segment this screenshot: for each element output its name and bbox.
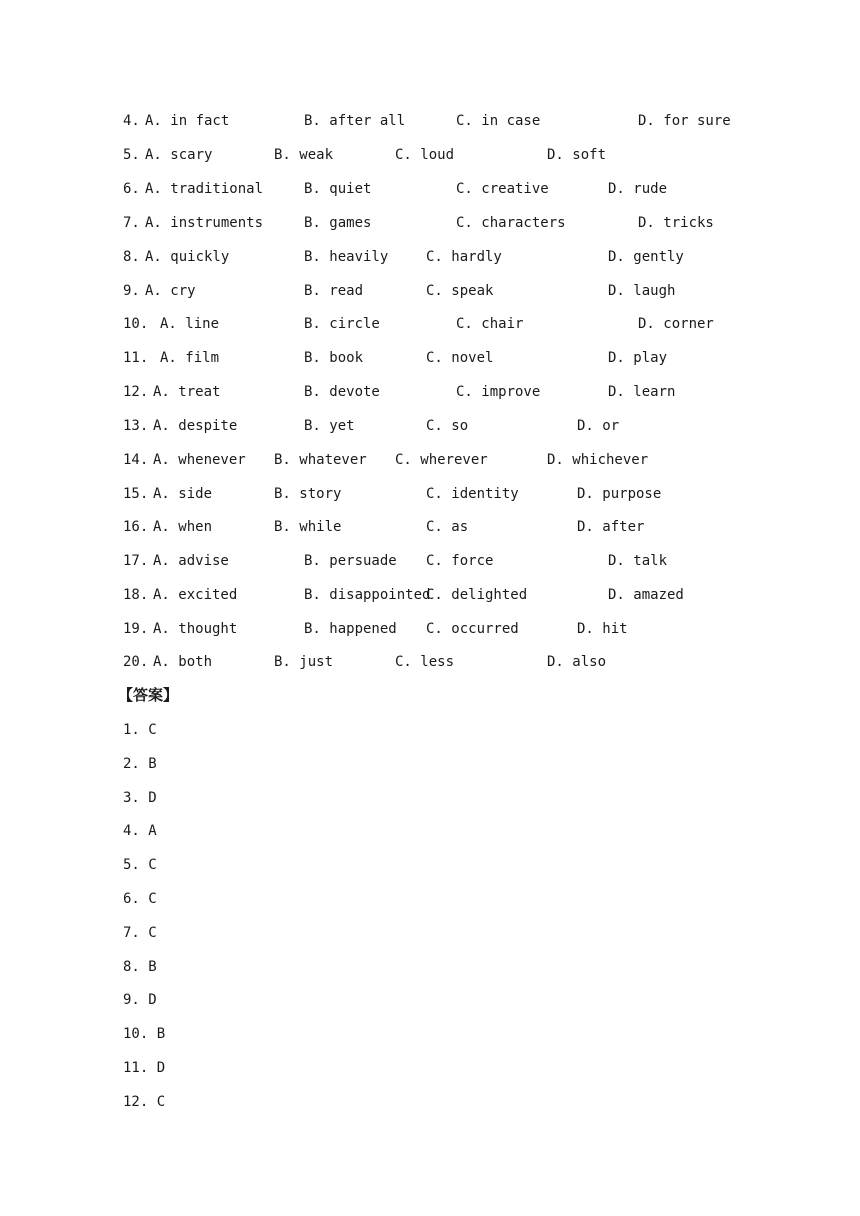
option-b: B. after all bbox=[304, 113, 406, 129]
option-a: A. side bbox=[153, 486, 213, 502]
option-a: A. when bbox=[153, 519, 213, 535]
option-d: D. talk bbox=[608, 553, 668, 569]
option-b: B. disappointed bbox=[304, 587, 431, 603]
option-b: B. whatever bbox=[274, 452, 367, 468]
question-number: 9. bbox=[123, 283, 140, 299]
option-a: A. excited bbox=[153, 587, 238, 603]
answer-item: 4. A bbox=[123, 823, 157, 839]
question-row bbox=[0, 517, 860, 537]
option-d: D. corner bbox=[638, 316, 714, 332]
option-a: A. both bbox=[153, 654, 213, 670]
option-c: C. as bbox=[426, 519, 469, 535]
option-a: A. film bbox=[160, 350, 220, 366]
question-row bbox=[0, 281, 860, 301]
question-number: 17. bbox=[123, 553, 149, 569]
question-number: 14. bbox=[123, 452, 149, 468]
question-number: 13. bbox=[123, 418, 149, 434]
option-a: A. traditional bbox=[145, 181, 264, 197]
question-row bbox=[0, 585, 860, 605]
question-row bbox=[0, 619, 860, 639]
option-d: D. amazed bbox=[608, 587, 684, 603]
question-number: 7. bbox=[123, 215, 140, 231]
question-row bbox=[0, 551, 860, 571]
option-b: B. yet bbox=[304, 418, 355, 434]
question-number: 10. bbox=[123, 316, 149, 332]
option-d: D. for sure bbox=[638, 113, 731, 129]
option-d: D. also bbox=[547, 654, 607, 670]
option-b: B. book bbox=[304, 350, 364, 366]
question-number: 4. bbox=[123, 113, 140, 129]
answer-item: 7. C bbox=[123, 925, 157, 941]
question-number: 20. bbox=[123, 654, 149, 670]
option-b: B. heavily bbox=[304, 249, 389, 265]
option-c: C. hardly bbox=[426, 249, 502, 265]
option-d: D. or bbox=[577, 418, 620, 434]
option-b: B. just bbox=[274, 654, 334, 670]
option-a: A. advise bbox=[153, 553, 229, 569]
question-row bbox=[0, 484, 860, 504]
question-row bbox=[0, 450, 860, 470]
question-row bbox=[0, 652, 860, 672]
question-number: 12. bbox=[123, 384, 149, 400]
option-d: D. laugh bbox=[608, 283, 676, 299]
option-a: A. treat bbox=[153, 384, 221, 400]
option-d: D. soft bbox=[547, 147, 607, 163]
option-b: B. quiet bbox=[304, 181, 372, 197]
answer-item: 10. B bbox=[123, 1026, 166, 1042]
option-a: A. cry bbox=[145, 283, 196, 299]
option-a: A. despite bbox=[153, 418, 238, 434]
option-c: C. novel bbox=[426, 350, 494, 366]
question-row bbox=[0, 314, 860, 334]
option-a: A. whenever bbox=[153, 452, 246, 468]
option-a: A. thought bbox=[153, 621, 238, 637]
option-c: C. speak bbox=[426, 283, 494, 299]
question-row bbox=[0, 416, 860, 436]
option-d: D. play bbox=[608, 350, 668, 366]
question-number: 15. bbox=[123, 486, 149, 502]
option-c: C. force bbox=[426, 553, 494, 569]
option-b: B. circle bbox=[304, 316, 380, 332]
answer-heading: 【答案】 bbox=[118, 686, 179, 704]
question-number: 16. bbox=[123, 519, 149, 535]
option-c: C. loud bbox=[395, 147, 455, 163]
option-d: D. after bbox=[577, 519, 645, 535]
question-row bbox=[0, 179, 860, 199]
option-a: A. quickly bbox=[145, 249, 230, 265]
option-a: A. instruments bbox=[145, 215, 264, 231]
option-b: B. weak bbox=[274, 147, 334, 163]
option-d: D. tricks bbox=[638, 215, 714, 231]
answer-item: 6. C bbox=[123, 891, 157, 907]
answer-item: 11. D bbox=[123, 1060, 166, 1076]
option-c: C. identity bbox=[426, 486, 519, 502]
question-row bbox=[0, 145, 860, 165]
option-b: B. story bbox=[274, 486, 342, 502]
question-number: 8. bbox=[123, 249, 140, 265]
option-a: A. line bbox=[160, 316, 220, 332]
option-c: C. so bbox=[426, 418, 469, 434]
question-row bbox=[0, 348, 860, 368]
option-c: C. characters bbox=[456, 215, 566, 231]
option-c: C. less bbox=[395, 654, 455, 670]
option-d: D. whichever bbox=[547, 452, 649, 468]
question-number: 5. bbox=[123, 147, 140, 163]
question-number: 6. bbox=[123, 181, 140, 197]
question-row bbox=[0, 213, 860, 233]
option-c: C. in case bbox=[456, 113, 541, 129]
option-d: D. gently bbox=[608, 249, 684, 265]
question-number: 11. bbox=[123, 350, 149, 366]
question-row bbox=[0, 111, 860, 131]
option-b: B. games bbox=[304, 215, 372, 231]
answer-item: 12. C bbox=[123, 1094, 166, 1110]
option-d: D. rude bbox=[608, 181, 668, 197]
question-number: 18. bbox=[123, 587, 149, 603]
option-d: D. learn bbox=[608, 384, 676, 400]
answer-item: 2. B bbox=[123, 756, 157, 772]
option-c: C. occurred bbox=[426, 621, 519, 637]
option-c: C. improve bbox=[456, 384, 541, 400]
option-c: C. creative bbox=[456, 181, 549, 197]
answer-item: 1. C bbox=[123, 722, 157, 738]
option-c: C. delighted bbox=[426, 587, 528, 603]
option-a: A. in fact bbox=[145, 113, 230, 129]
option-b: B. happened bbox=[304, 621, 397, 637]
option-c: C. wherever bbox=[395, 452, 488, 468]
option-d: D. hit bbox=[577, 621, 628, 637]
option-d: D. purpose bbox=[577, 486, 662, 502]
option-c: C. chair bbox=[456, 316, 524, 332]
question-row bbox=[0, 247, 860, 267]
option-b: B. persuade bbox=[304, 553, 397, 569]
option-b: B. while bbox=[274, 519, 342, 535]
option-a: A. scary bbox=[145, 147, 213, 163]
option-b: B. read bbox=[304, 283, 364, 299]
answer-item: 5. C bbox=[123, 857, 157, 873]
question-row bbox=[0, 382, 860, 402]
answer-item: 8. B bbox=[123, 959, 157, 975]
question-number: 19. bbox=[123, 621, 149, 637]
option-b: B. devote bbox=[304, 384, 380, 400]
answer-item: 3. D bbox=[123, 790, 157, 806]
answer-item: 9. D bbox=[123, 992, 157, 1008]
